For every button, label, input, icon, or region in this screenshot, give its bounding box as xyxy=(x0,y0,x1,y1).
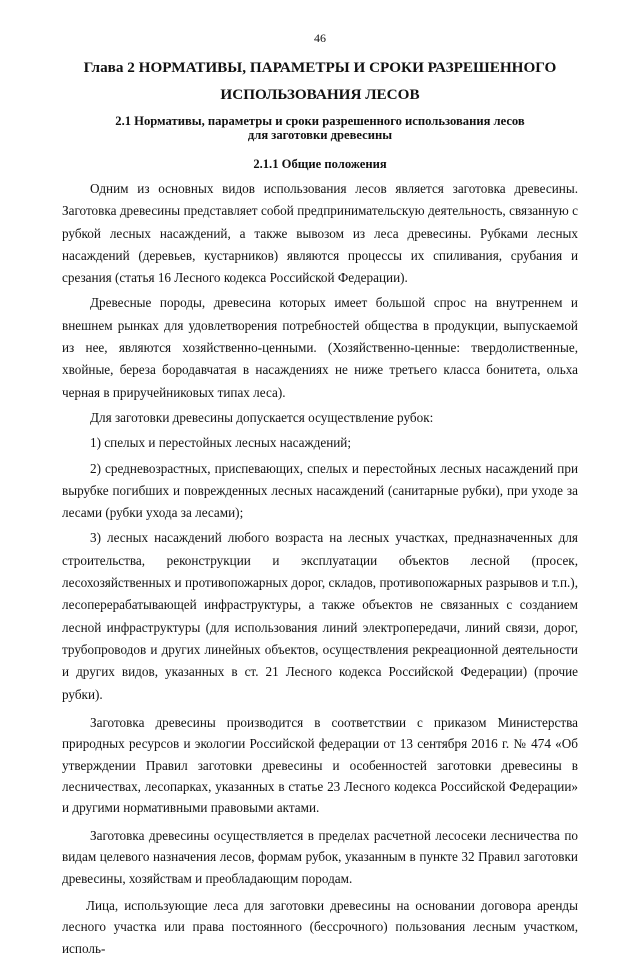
subsection-heading: 2.1.1 Общие положения xyxy=(253,157,387,171)
paragraph: Для заготовки древесины допускается осуществление рубок: xyxy=(90,409,434,425)
section-heading-line2: для заготовки древесины xyxy=(247,128,393,142)
list-item: 1) спелых и перестойных лесных насаждений; xyxy=(90,435,352,451)
body-text xyxy=(62,178,578,959)
chapter-title: Глава 2 НОРМАТИВЫ, ПАРАМЕТРЫ И СРОКИ РАЗРЕШЕННОГО ИСПОЛЬЗОВАНИЯ ЛЕСОВ xyxy=(83,59,557,103)
paragraph: Одним из основных видов использования лесов является заготовка древесины. Заготовка древесины представляет собой предпринимательскую деятельность, связанную с рубкой лесных насаждений, а также вывозом из леса древесины. Рубками лесных насаждений (деревьев, кустарников) являются процессы их спиливания, срубания и срезания (статья 16 Лесного кодекса Российской Федерации). xyxy=(62,181,578,286)
paragraph: Лица, использующие леса для заготовки древесины на основании договора аренды лесного участка или права постоянного (бессрочного) пользования лесным участком, исполь- xyxy=(62,898,578,956)
section-heading-line1: 2.1 Нормативы, параметры и сроки разрешенного использования лесов xyxy=(115,114,525,128)
list-item: 2) средневозрастных, приспевающих, спелых и перестойных лесных насаждений при вырубке погибших и поврежденных лесных насаждений (санитарные рубки), при уходе за лесами (рубки ухода за лесами); xyxy=(62,460,578,521)
page-number: 46 xyxy=(314,31,326,45)
section-heading xyxy=(70,114,570,142)
list-item: 3) лесных насаждений любого возраста на лесных участках, предназначенных для строительства, реконструкции и эксплуатации объектов лесной (просек, лесохозяйственных и противопожарных дорог, складов, противопожарных разрывов и т.п.), лесоперерабатывающей инфраструктуры, а также объектов не связанных с созданием лесной инфраструктуры (для использования линий электропередачи, линий связи, дорог, трубопроводов и других линейных объектов, осуществления рекреационной деятельности и других видов, указанных в ст. 21 Лесного кодекса Российской Федерации) (прочие рубки). xyxy=(62,530,578,702)
paragraph: Заготовка древесины производится в соответствии с приказом Министерства природных ресурсов и экологии Российской федерации от 13 сентября 2016 г. № 474 «Об утверждении Правил заготовки древесины и особенностей заготовки древесины в лесничествах, лесопарках, указанных в статье 23 Лесного кодекса Российской Федерации» и другими нормативными правовыми актами. xyxy=(62,714,578,816)
paragraph: Древесные породы, древесина которых имеет большой спрос на внутреннем и внешнем рынках для удовлетворения потребностей общества в продукции, выпускаемой из нее, являются хозяйственно-ценными. (Хозяйственно-ценные: твердолиственные, хвойные, береза бородавчатая в насаждениях не ниже третьего класса бонитета, ольха черная в приручейниковых типах леса). xyxy=(62,295,578,400)
paragraph: Заготовка древесины осуществляется в пределах расчетной лесосеки лесничества по видам целевого назначения лесов, формам рубок, указанным в пункте 32 Правил заготовки древесины, хозяйствам и преобладающим породам. xyxy=(62,827,578,886)
